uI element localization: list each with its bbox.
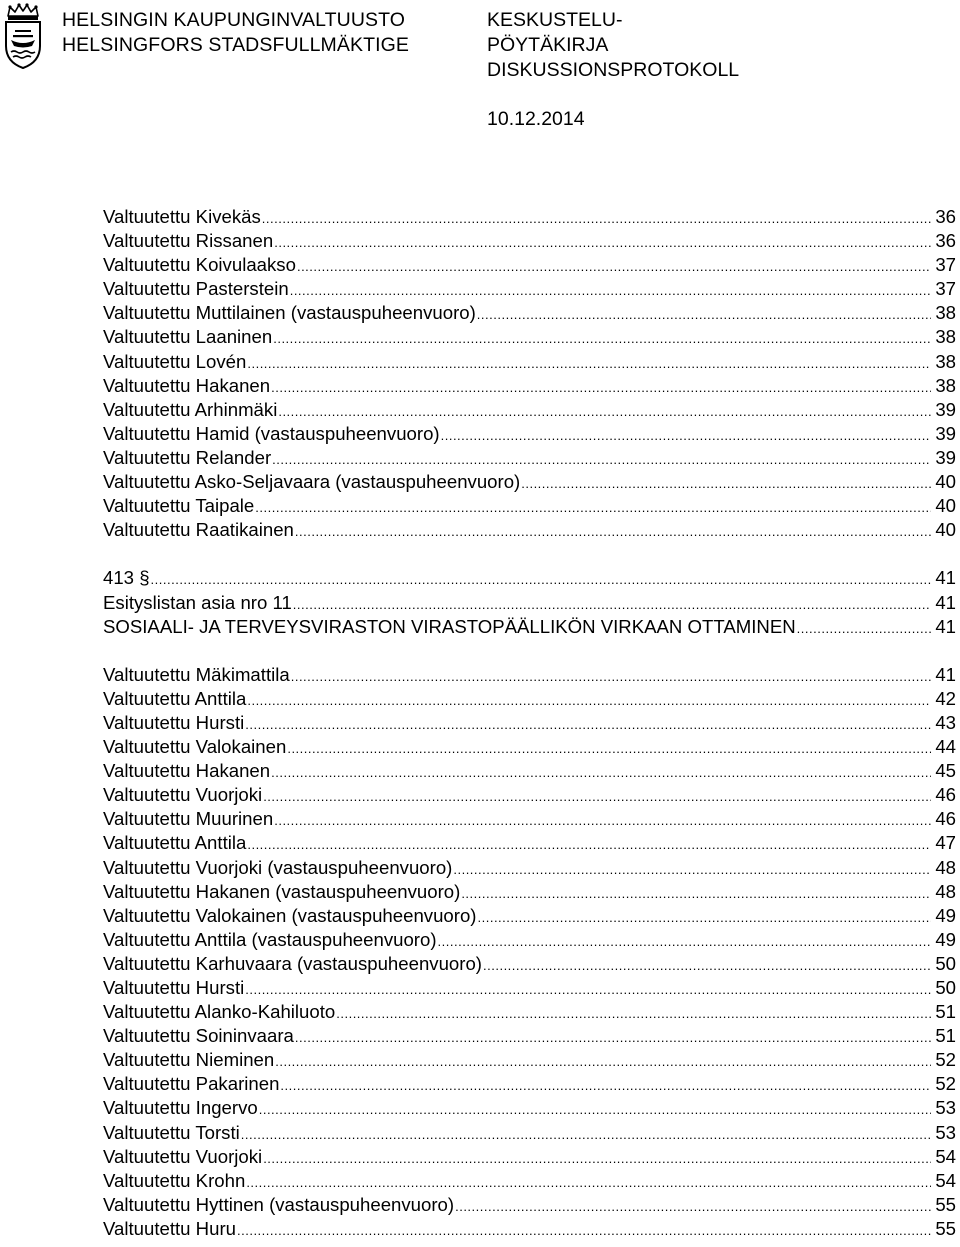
toc-entry-page-number: 46 bbox=[935, 808, 956, 830]
toc-dot-leader bbox=[453, 858, 931, 880]
toc-entry-page-number: 42 bbox=[935, 687, 956, 709]
toc-group-speakers-2 bbox=[103, 663, 956, 1241]
toc-entry-label: Valtuutettu Taipale bbox=[103, 495, 255, 517]
document-type-line-1: KESKUSTELU- bbox=[487, 9, 623, 31]
toc-entry-label: Valtuutettu Soininvaara bbox=[103, 1025, 294, 1047]
toc-entry[interactable] bbox=[103, 1217, 956, 1241]
toc-dot-leader bbox=[245, 713, 931, 735]
toc-entry-label: Valtuutettu Asko-Seljavaara (vastauspuheenvuoro) bbox=[103, 471, 521, 493]
toc-entry[interactable] bbox=[103, 711, 956, 735]
toc-dot-leader bbox=[797, 617, 932, 639]
toc-entry-page-number: 40 bbox=[935, 471, 956, 493]
toc-entry-label: Valtuutettu Huru bbox=[103, 1217, 236, 1239]
toc-entry-label: Valtuutettu Pakarinen bbox=[103, 1073, 280, 1095]
toc-entry[interactable] bbox=[103, 663, 956, 687]
toc-entry-label: Valtuutettu Mäkimattila bbox=[103, 663, 290, 685]
toc-entry[interactable] bbox=[103, 301, 956, 325]
toc-entry-label: Valtuutettu Kivekäs bbox=[103, 206, 261, 227]
toc-group-speakers-1 bbox=[103, 205, 956, 542]
toc-entry-label: Valtuutettu Muurinen bbox=[103, 808, 274, 830]
toc-entry[interactable] bbox=[103, 928, 956, 952]
toc-entry-label: Esityslistan asia nro 11 bbox=[103, 591, 292, 613]
toc-dot-leader bbox=[272, 448, 931, 470]
toc-entry-page-number: 45 bbox=[935, 760, 956, 782]
toc-dot-leader bbox=[291, 665, 932, 687]
toc-entry[interactable] bbox=[103, 759, 956, 783]
toc-entry-label: Valtuutettu Pasterstein bbox=[103, 278, 289, 300]
toc-entry-label: Valtuutettu Krohn bbox=[103, 1169, 246, 1191]
toc-entry[interactable] bbox=[103, 615, 956, 639]
toc-entry[interactable] bbox=[103, 856, 956, 880]
toc-dot-leader bbox=[263, 1147, 931, 1169]
toc-dot-leader bbox=[237, 1219, 931, 1241]
toc-dot-leader bbox=[274, 809, 931, 831]
toc-entry-page-number: 52 bbox=[935, 1073, 956, 1095]
toc-dot-leader bbox=[271, 376, 931, 398]
toc-entry-page-number: 37 bbox=[935, 278, 956, 300]
toc-entry-page-number: 53 bbox=[935, 1121, 956, 1143]
toc-entry[interactable] bbox=[103, 229, 956, 253]
toc-entry-page-number: 49 bbox=[935, 904, 956, 926]
toc-entry[interactable] bbox=[103, 253, 956, 277]
document-type-line-2: PÖYTÄKIRJA bbox=[487, 34, 609, 56]
toc-entry-label: Valtuutettu Hakanen (vastauspuheenvuoro) bbox=[103, 880, 461, 902]
toc-entry-label: Valtuutettu Nieminen bbox=[103, 1049, 275, 1071]
table-of-contents bbox=[103, 205, 956, 1241]
toc-entry[interactable] bbox=[103, 350, 956, 374]
toc-entry[interactable] bbox=[103, 1169, 956, 1193]
toc-entry-page-number: 39 bbox=[935, 446, 956, 468]
toc-entry-page-number: 38 bbox=[935, 302, 956, 324]
toc-entry-page-number: 38 bbox=[935, 374, 956, 396]
toc-dot-leader bbox=[287, 737, 931, 759]
toc-entry[interactable] bbox=[103, 687, 956, 711]
toc-dot-leader bbox=[255, 496, 931, 518]
toc-entry[interactable] bbox=[103, 735, 956, 759]
toc-entry-page-number: 50 bbox=[935, 977, 956, 998]
toc-entry-page-number: 41 bbox=[935, 591, 956, 613]
toc-entry-label: Valtuutettu Hursti bbox=[103, 977, 245, 998]
toc-dot-leader bbox=[245, 978, 931, 1000]
toc-entry-page-number: 51 bbox=[935, 1001, 956, 1023]
toc-entry-page-number: 47 bbox=[935, 832, 956, 854]
toc-entry-label: Valtuutettu Hursti bbox=[103, 711, 245, 733]
toc-entry-label: Valtuutettu Alanko-Kahiluoto bbox=[103, 1001, 336, 1023]
toc-entry-page-number: 54 bbox=[935, 1169, 956, 1191]
toc-entry-page-number: 46 bbox=[935, 784, 956, 806]
toc-entry[interactable] bbox=[103, 446, 956, 470]
toc-entry-label: Valtuutettu Valokainen (vastauspuheenvuoro) bbox=[103, 904, 477, 926]
toc-dot-leader bbox=[259, 1098, 932, 1120]
toc-dot-leader bbox=[455, 1195, 931, 1217]
toc-entry-label: Valtuutettu Vuorjoki (vastauspuheenvuoro) bbox=[103, 856, 453, 878]
toc-dot-leader bbox=[246, 1171, 931, 1193]
toc-entry-page-number: 51 bbox=[935, 1025, 956, 1047]
toc-entry-label: Valtuutettu Vuorjoki bbox=[103, 1145, 263, 1167]
toc-entry-label: Valtuutettu Anttila (vastauspuheenvuoro) bbox=[103, 928, 437, 950]
toc-entry-label: Valtuutettu Karhuvaara (vastauspuheenvuoro) bbox=[103, 952, 483, 974]
toc-entry[interactable] bbox=[103, 591, 956, 615]
toc-entry[interactable] bbox=[103, 1121, 956, 1145]
toc-dot-leader bbox=[297, 255, 931, 277]
toc-entry-page-number: 48 bbox=[935, 880, 956, 902]
toc-entry-label: SOSIAALI- JA TERVEYSVIRASTON VIRASTOPÄÄLLIKÖN VIRKAAN OTTAMINEN bbox=[103, 615, 796, 637]
toc-entry[interactable] bbox=[103, 470, 956, 494]
toc-entry[interactable] bbox=[103, 1193, 956, 1217]
toc-entry[interactable] bbox=[103, 325, 956, 349]
toc-entry-page-number: 54 bbox=[935, 1145, 956, 1167]
toc-entry-label: Valtuutettu Laaninen bbox=[103, 326, 273, 348]
toc-entry[interactable] bbox=[103, 374, 956, 398]
toc-entry-page-number: 40 bbox=[935, 495, 956, 517]
toc-dot-leader bbox=[483, 954, 931, 976]
toc-entry-page-number: 37 bbox=[935, 254, 956, 276]
toc-entry-page-number: 41 bbox=[935, 615, 956, 637]
toc-dot-leader bbox=[262, 207, 932, 229]
toc-entry-label: Valtuutettu Rissanen bbox=[103, 230, 274, 252]
toc-entry-page-number: 50 bbox=[935, 952, 956, 974]
organization-name-finnish: HELSINGIN KAUPUNGINVALTUUSTO bbox=[62, 9, 406, 31]
toc-entry-page-number: 40 bbox=[935, 519, 956, 541]
toc-group-agenda-item bbox=[103, 566, 956, 638]
toc-entry-label: Valtuutettu Ingervo bbox=[103, 1097, 258, 1119]
toc-entry-label: Valtuutettu Anttila bbox=[103, 832, 247, 854]
toc-entry[interactable] bbox=[103, 1096, 956, 1120]
toc-entry[interactable] bbox=[103, 1072, 956, 1096]
toc-entry-page-number: 38 bbox=[935, 350, 956, 372]
toc-entry-page-number: 39 bbox=[935, 398, 956, 420]
toc-dot-leader bbox=[478, 906, 932, 928]
toc-spacer bbox=[103, 639, 956, 663]
toc-entry-page-number: 36 bbox=[935, 230, 956, 252]
toc-dot-leader bbox=[247, 689, 931, 711]
toc-dot-leader bbox=[290, 279, 932, 301]
toc-entry-label: Valtuutettu Vuorjoki bbox=[103, 784, 263, 806]
toc-entry-page-number: 41 bbox=[935, 567, 956, 589]
toc-spacer bbox=[103, 542, 956, 566]
toc-entry[interactable] bbox=[103, 494, 956, 518]
toc-entry[interactable] bbox=[103, 904, 956, 928]
toc-entry[interactable] bbox=[103, 831, 956, 855]
toc-entry-label: Valtuutettu Relander bbox=[103, 446, 272, 468]
toc-entry-label: Valtuutettu Hakanen bbox=[103, 760, 271, 782]
toc-dot-leader bbox=[263, 785, 931, 807]
toc-dot-leader bbox=[280, 1074, 931, 1096]
toc-dot-leader bbox=[247, 352, 931, 374]
toc-dot-leader bbox=[521, 472, 931, 494]
toc-dot-leader bbox=[293, 593, 932, 615]
toc-entry-page-number: 43 bbox=[935, 711, 956, 733]
toc-entry-label: Valtuutettu Lovén bbox=[103, 350, 247, 372]
toc-entry-page-number: 44 bbox=[935, 736, 956, 758]
toc-entry-label: Valtuutettu Muttilainen (vastauspuheenvuoro) bbox=[103, 302, 476, 324]
toc-dot-leader bbox=[241, 1123, 932, 1145]
toc-entry[interactable] bbox=[103, 880, 956, 904]
organization-name bbox=[62, 8, 409, 58]
toc-dot-leader bbox=[151, 568, 932, 590]
toc-entry[interactable] bbox=[103, 277, 956, 301]
toc-dot-leader bbox=[441, 424, 932, 446]
toc-entry[interactable] bbox=[103, 1048, 956, 1072]
toc-dot-leader bbox=[247, 833, 931, 855]
helsinki-crest-icon bbox=[2, 2, 44, 70]
toc-entry-page-number: 36 bbox=[935, 206, 956, 227]
toc-entry[interactable] bbox=[103, 976, 956, 1000]
toc-entry-page-number: 55 bbox=[935, 1193, 956, 1215]
toc-entry-label: Valtuutettu Hyttinen (vastauspuheenvuoro) bbox=[103, 1193, 455, 1215]
toc-entry[interactable] bbox=[103, 422, 956, 446]
document-type bbox=[487, 8, 739, 83]
toc-dot-leader bbox=[461, 882, 931, 904]
toc-dot-leader bbox=[477, 303, 932, 325]
toc-entry-page-number: 52 bbox=[935, 1049, 956, 1071]
toc-entry-label: Valtuutettu Koivulaakso bbox=[103, 254, 296, 276]
toc-dot-leader bbox=[273, 327, 931, 349]
toc-entry[interactable] bbox=[103, 1145, 956, 1169]
toc-dot-leader bbox=[295, 1026, 931, 1048]
toc-entry-page-number: 49 bbox=[935, 928, 956, 950]
toc-entry[interactable] bbox=[103, 807, 956, 831]
toc-entry-page-number: 55 bbox=[935, 1217, 956, 1239]
toc-entry-label: Valtuutettu Hamid (vastauspuheenvuoro) bbox=[103, 422, 440, 444]
toc-entry-label: Valtuutettu Anttila bbox=[103, 687, 247, 709]
document-date: 10.12.2014 bbox=[487, 108, 585, 130]
toc-entry[interactable] bbox=[103, 952, 956, 976]
toc-entry-label: Valtuutettu Valokainen bbox=[103, 736, 287, 758]
toc-dot-leader bbox=[295, 520, 931, 542]
toc-dot-leader bbox=[278, 400, 931, 422]
document-type-line-3: DISKUSSIONSPROTOKOLL bbox=[487, 59, 740, 81]
toc-dot-leader bbox=[336, 1002, 931, 1024]
toc-entry[interactable] bbox=[103, 205, 956, 229]
toc-entry-page-number: 39 bbox=[935, 422, 956, 444]
toc-entry-label: 413 § bbox=[103, 567, 150, 589]
toc-entry-label: Valtuutettu Hakanen bbox=[103, 374, 271, 396]
toc-entry-label: Valtuutettu Arhinmäki bbox=[103, 398, 278, 420]
organization-name-swedish: HELSINGFORS STADSFULLMÄKTIGE bbox=[62, 34, 410, 56]
toc-entry[interactable] bbox=[103, 1024, 956, 1048]
toc-dot-leader bbox=[438, 930, 932, 952]
toc-entry-page-number: 53 bbox=[935, 1097, 956, 1119]
toc-entry-page-number: 48 bbox=[935, 856, 956, 878]
toc-entry-page-number: 38 bbox=[935, 326, 956, 348]
toc-entry-label: Valtuutettu Raatikainen bbox=[103, 519, 294, 541]
toc-dot-leader bbox=[274, 231, 931, 253]
toc-entry[interactable] bbox=[103, 518, 956, 542]
toc-entry[interactable] bbox=[103, 1000, 956, 1024]
toc-entry[interactable] bbox=[103, 566, 956, 590]
toc-entry[interactable] bbox=[103, 783, 956, 807]
toc-dot-leader bbox=[275, 1050, 931, 1072]
toc-entry-page-number: 41 bbox=[935, 663, 956, 685]
toc-entry-label: Valtuutettu Torsti bbox=[103, 1121, 240, 1143]
toc-entry[interactable] bbox=[103, 398, 956, 422]
toc-dot-leader bbox=[271, 761, 931, 783]
